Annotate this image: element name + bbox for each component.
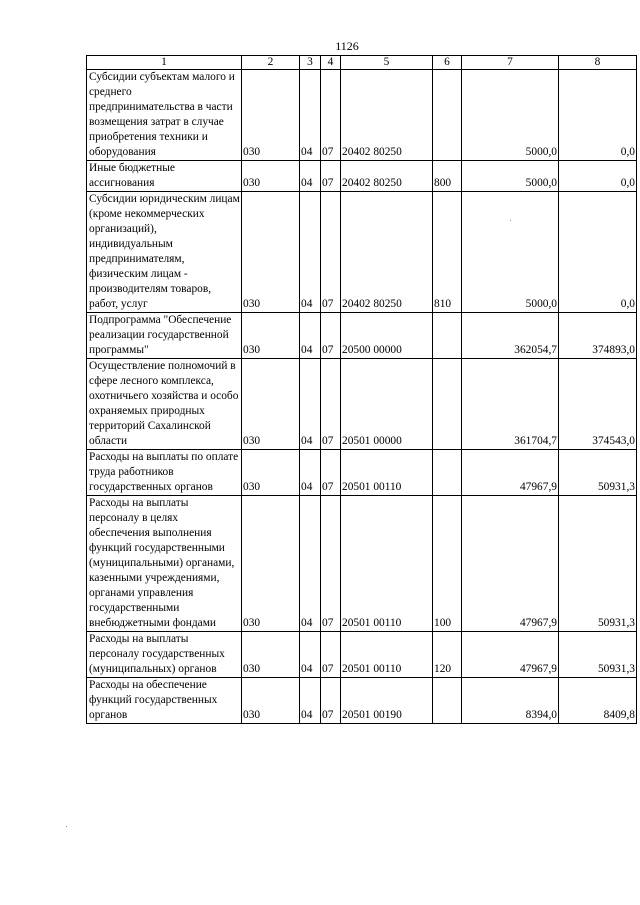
row-target-article-cell: 20501 00110 bbox=[341, 632, 433, 678]
column-header-7: 7 bbox=[462, 56, 559, 70]
row-admin-code-cell: 030 bbox=[242, 632, 300, 678]
row-admin-code-cell: 030 bbox=[242, 496, 300, 632]
row-expense-type-cell bbox=[433, 678, 462, 724]
column-header-8: 8 bbox=[559, 56, 637, 70]
row-amount-1-cell: 362054,7 bbox=[462, 313, 559, 359]
row-name-cell: Субсидии субъектам малого и среднего предпринимательства в части возмещения затрат в случае приобретения техники и оборудования bbox=[87, 70, 242, 161]
row-amount-1-cell: 47967,9 bbox=[462, 450, 559, 496]
row-expense-type-cell: 120 bbox=[433, 632, 462, 678]
row-expense-type-cell bbox=[433, 313, 462, 359]
row-section-code-cell: 04 bbox=[300, 450, 321, 496]
row-section-code-cell: 04 bbox=[300, 161, 321, 192]
table-row bbox=[87, 192, 637, 313]
row-subsection-code-cell: 07 bbox=[321, 70, 341, 161]
table-row bbox=[87, 678, 637, 724]
row-expense-type-cell bbox=[433, 70, 462, 161]
row-target-article-cell: 20501 00110 bbox=[341, 450, 433, 496]
row-admin-code-cell: 030 bbox=[242, 313, 300, 359]
row-target-article-cell: 20501 00000 bbox=[341, 359, 433, 450]
row-subsection-code-cell: 07 bbox=[321, 192, 341, 313]
row-subsection-code-cell: 07 bbox=[321, 161, 341, 192]
row-subsection-code-cell: 07 bbox=[321, 632, 341, 678]
row-name-cell: Иные бюджетные ассигнования bbox=[87, 161, 242, 192]
row-amount-1-cell: 5000,0 bbox=[462, 192, 559, 313]
scan-speck bbox=[66, 826, 67, 827]
table-row bbox=[87, 161, 637, 192]
column-header-4: 4 bbox=[321, 56, 341, 70]
row-section-code-cell: 04 bbox=[300, 70, 321, 161]
row-amount-2-cell: 0,0 bbox=[559, 192, 637, 313]
row-expense-type-cell: 800 bbox=[433, 161, 462, 192]
row-amount-2-cell: 8409,8 bbox=[559, 678, 637, 724]
row-amount-1-cell: 47967,9 bbox=[462, 632, 559, 678]
page-number: 1126 bbox=[335, 39, 359, 53]
column-header-1: 1 bbox=[87, 56, 242, 70]
table-row bbox=[87, 450, 637, 496]
row-amount-2-cell: 374543,0 bbox=[559, 359, 637, 450]
table-row bbox=[87, 70, 637, 161]
row-target-article-cell: 20501 00190 bbox=[341, 678, 433, 724]
row-target-article-cell: 20402 80250 bbox=[341, 70, 433, 161]
row-admin-code-cell: 030 bbox=[242, 359, 300, 450]
row-subsection-code-cell: 07 bbox=[321, 496, 341, 632]
row-target-article-cell: 20500 00000 bbox=[341, 313, 433, 359]
row-name-cell: Расходы на выплаты по оплате труда работников государственных органов bbox=[87, 450, 242, 496]
row-amount-2-cell: 0,0 bbox=[559, 161, 637, 192]
row-admin-code-cell: 030 bbox=[242, 70, 300, 161]
row-name-cell: Осуществление полномочий в сфере лесного комплекса, охотничьего хозяйства и особо охраняемых природных территорий Сахалинской области bbox=[87, 359, 242, 450]
row-section-code-cell: 04 bbox=[300, 313, 321, 359]
row-admin-code-cell: 030 bbox=[242, 450, 300, 496]
scan-speck bbox=[510, 220, 511, 221]
row-name-cell: Субсидии юридическим лицам (кроме некоммерческих организаций), индивидуальным предпринимателям, физическим лицам - производителям товаров, работ, услуг bbox=[87, 192, 242, 313]
row-name-cell: Расходы на выплаты персоналу государственных (муниципальных) органов bbox=[87, 632, 242, 678]
row-subsection-code-cell: 07 bbox=[321, 450, 341, 496]
column-header-2: 2 bbox=[242, 56, 300, 70]
row-amount-2-cell: 50931,3 bbox=[559, 450, 637, 496]
table-row bbox=[87, 313, 637, 359]
column-header-3: 3 bbox=[300, 56, 321, 70]
row-target-article-cell: 20402 80250 bbox=[341, 192, 433, 313]
row-amount-2-cell: 50931,3 bbox=[559, 632, 637, 678]
row-expense-type-cell: 100 bbox=[433, 496, 462, 632]
column-header-6: 6 bbox=[433, 56, 462, 70]
row-section-code-cell: 04 bbox=[300, 632, 321, 678]
row-amount-1-cell: 5000,0 bbox=[462, 70, 559, 161]
row-target-article-cell: 20402 80250 bbox=[341, 161, 433, 192]
row-amount-2-cell: 0,0 bbox=[559, 70, 637, 161]
table-row bbox=[87, 632, 637, 678]
budget-table bbox=[86, 55, 637, 724]
row-section-code-cell: 04 bbox=[300, 496, 321, 632]
table-row bbox=[87, 359, 637, 450]
row-section-code-cell: 04 bbox=[300, 192, 321, 313]
column-header-row bbox=[87, 56, 637, 70]
row-amount-1-cell: 5000,0 bbox=[462, 161, 559, 192]
table-row bbox=[87, 496, 637, 632]
row-section-code-cell: 04 bbox=[300, 359, 321, 450]
row-amount-1-cell: 47967,9 bbox=[462, 496, 559, 632]
row-admin-code-cell: 030 bbox=[242, 678, 300, 724]
row-amount-1-cell: 8394,0 bbox=[462, 678, 559, 724]
row-subsection-code-cell: 07 bbox=[321, 678, 341, 724]
row-expense-type-cell bbox=[433, 450, 462, 496]
row-target-article-cell: 20501 00110 bbox=[341, 496, 433, 632]
row-amount-2-cell: 374893,0 bbox=[559, 313, 637, 359]
row-amount-2-cell: 50931,3 bbox=[559, 496, 637, 632]
row-name-cell: Расходы на обеспечение функций государственных органов bbox=[87, 678, 242, 724]
row-section-code-cell: 04 bbox=[300, 678, 321, 724]
row-expense-type-cell: 810 bbox=[433, 192, 462, 313]
row-subsection-code-cell: 07 bbox=[321, 359, 341, 450]
row-admin-code-cell: 030 bbox=[242, 192, 300, 313]
row-expense-type-cell bbox=[433, 359, 462, 450]
row-name-cell: Расходы на выплаты персоналу в целях обеспечения выполнения функций государственными (муниципальными) органами, казенными учреждениями, органами управления государственными внебюджетными фондами bbox=[87, 496, 242, 632]
row-name-cell: Подпрограмма "Обеспечение реализации государственной программы" bbox=[87, 313, 242, 359]
row-amount-1-cell: 361704,7 bbox=[462, 359, 559, 450]
row-subsection-code-cell: 07 bbox=[321, 313, 341, 359]
column-header-5: 5 bbox=[341, 56, 433, 70]
row-admin-code-cell: 030 bbox=[242, 161, 300, 192]
